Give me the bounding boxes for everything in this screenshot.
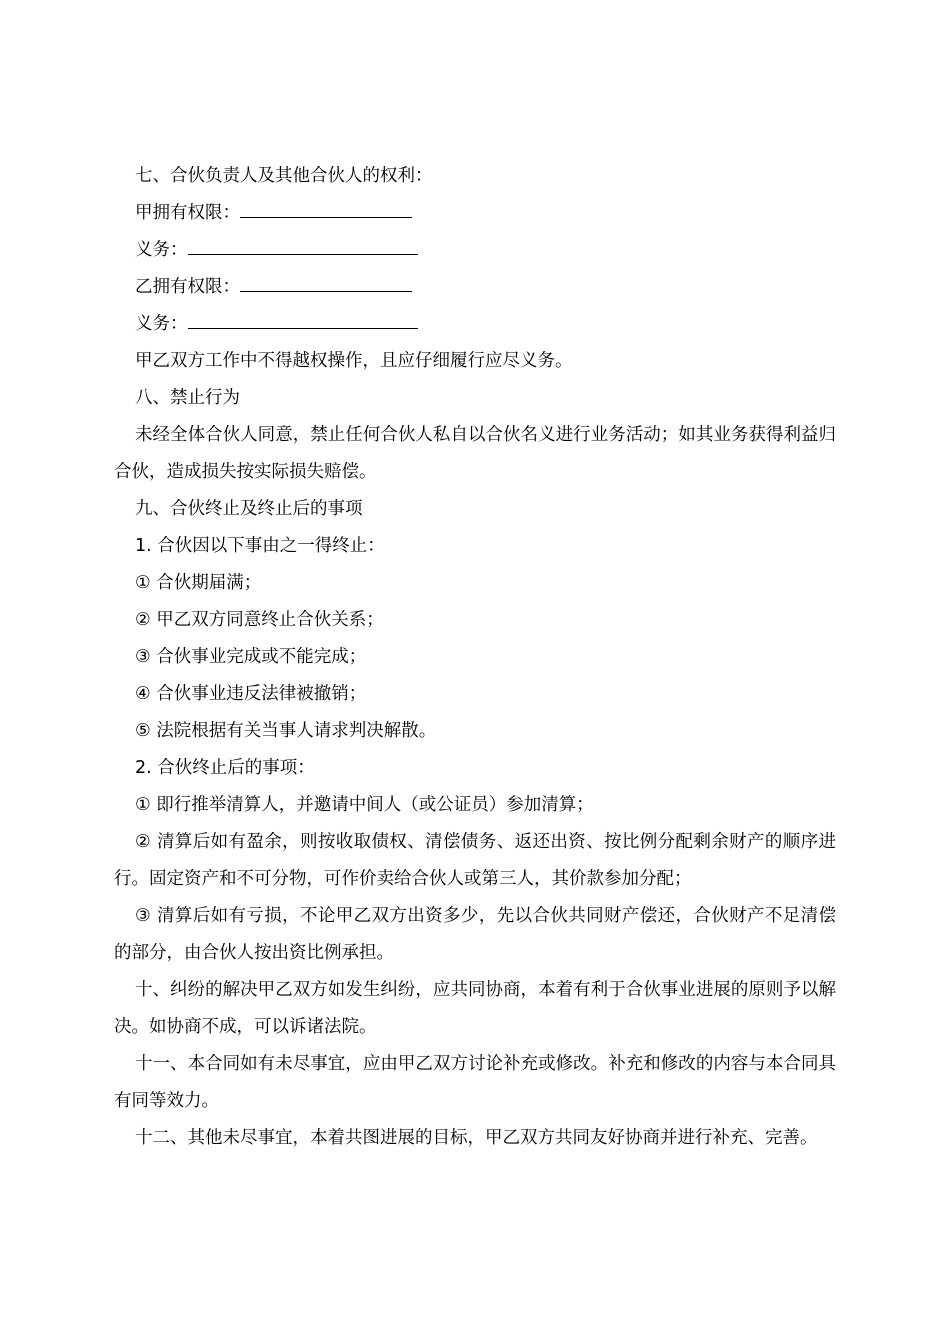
jia-rights-label: 甲拥有权限： — [135, 203, 240, 223]
yi-rights-blank — [240, 269, 412, 292]
jia-rights-line — [114, 195, 836, 232]
post-termination-item: ① 即行推举清算人，并邀请中间人（或公证员）参加清算； — [135, 795, 594, 815]
section-8-heading: 八、禁止行为 — [135, 388, 240, 408]
termination-reason-item: ⑤ 法院根据有关当事人请求判决解散。 — [135, 721, 437, 741]
section-9-sub2: 2. 合伙终止后的事项： — [135, 758, 315, 778]
yi-duty-blank — [188, 306, 418, 329]
section-12-body: 十二、其他未尽事宜，本着共图进展的目标，甲乙双方共同友好协商并进行补充、完善。 — [135, 1128, 818, 1148]
yi-duty-line — [114, 306, 836, 343]
section-9-sub1: 1. 合伙因以下事由之一得终止： — [135, 536, 385, 556]
section-10-body: 十、纠纷的解决甲乙双方如发生纠纷，应共同协商，本着有利于合伙事业进展的原则予以解决。如协商不成，可以诉诸法院。 — [114, 980, 836, 1037]
yi-rights-label: 乙拥有权限： — [135, 277, 240, 297]
termination-reason-item: ④ 合伙事业违反法律被撤销； — [135, 684, 367, 704]
section-7-heading: 七、合伙负责人及其他合伙人的权利： — [135, 166, 433, 186]
post-termination-item: ③ 清算后如有亏损，不论甲乙双方出资多少，先以合伙共同财产偿还，合伙财产不足清偿的部分，由合伙人按出资比例承担。 — [114, 906, 836, 963]
section-8-body: 未经全体合伙人同意，禁止任何合伙人私自以合伙名义进行业务活动；如其业务获得利益归合伙，造成损失按实际损失赔偿。 — [114, 425, 836, 482]
jia-duty-blank — [188, 232, 418, 255]
jia-duty-label: 义务： — [135, 240, 188, 260]
yi-rights-line — [114, 269, 836, 306]
section-11-body: 十一、本合同如有未尽事宜，应由甲乙双方讨论补充或修改。补充和修改的内容与本合同具有同等效力。 — [114, 1054, 836, 1111]
termination-reason-item: ③ 合伙事业完成或不能完成； — [135, 647, 367, 667]
termination-reason-item: ① 合伙期届满； — [135, 573, 262, 593]
post-termination-item: ② 清算后如有盈余，则按收取债权、清偿债务、返还出资、按比例分配剩余财产的顺序进行。固定资产和不可分物，可作价卖给合伙人或第三人，其价款参加分配； — [114, 832, 836, 889]
termination-reason-item: ② 甲乙双方同意终止合伙关系； — [135, 610, 384, 630]
jia-rights-blank — [240, 195, 412, 218]
jia-duty-line — [114, 232, 836, 269]
yi-duty-label: 义务： — [135, 314, 188, 334]
section-7-note: 甲乙双方工作中不得越权操作，且应仔细履行应尽义务。 — [135, 351, 573, 371]
section-9-heading: 九、合伙终止及终止后的事项 — [135, 499, 363, 519]
document-body — [114, 158, 836, 1157]
